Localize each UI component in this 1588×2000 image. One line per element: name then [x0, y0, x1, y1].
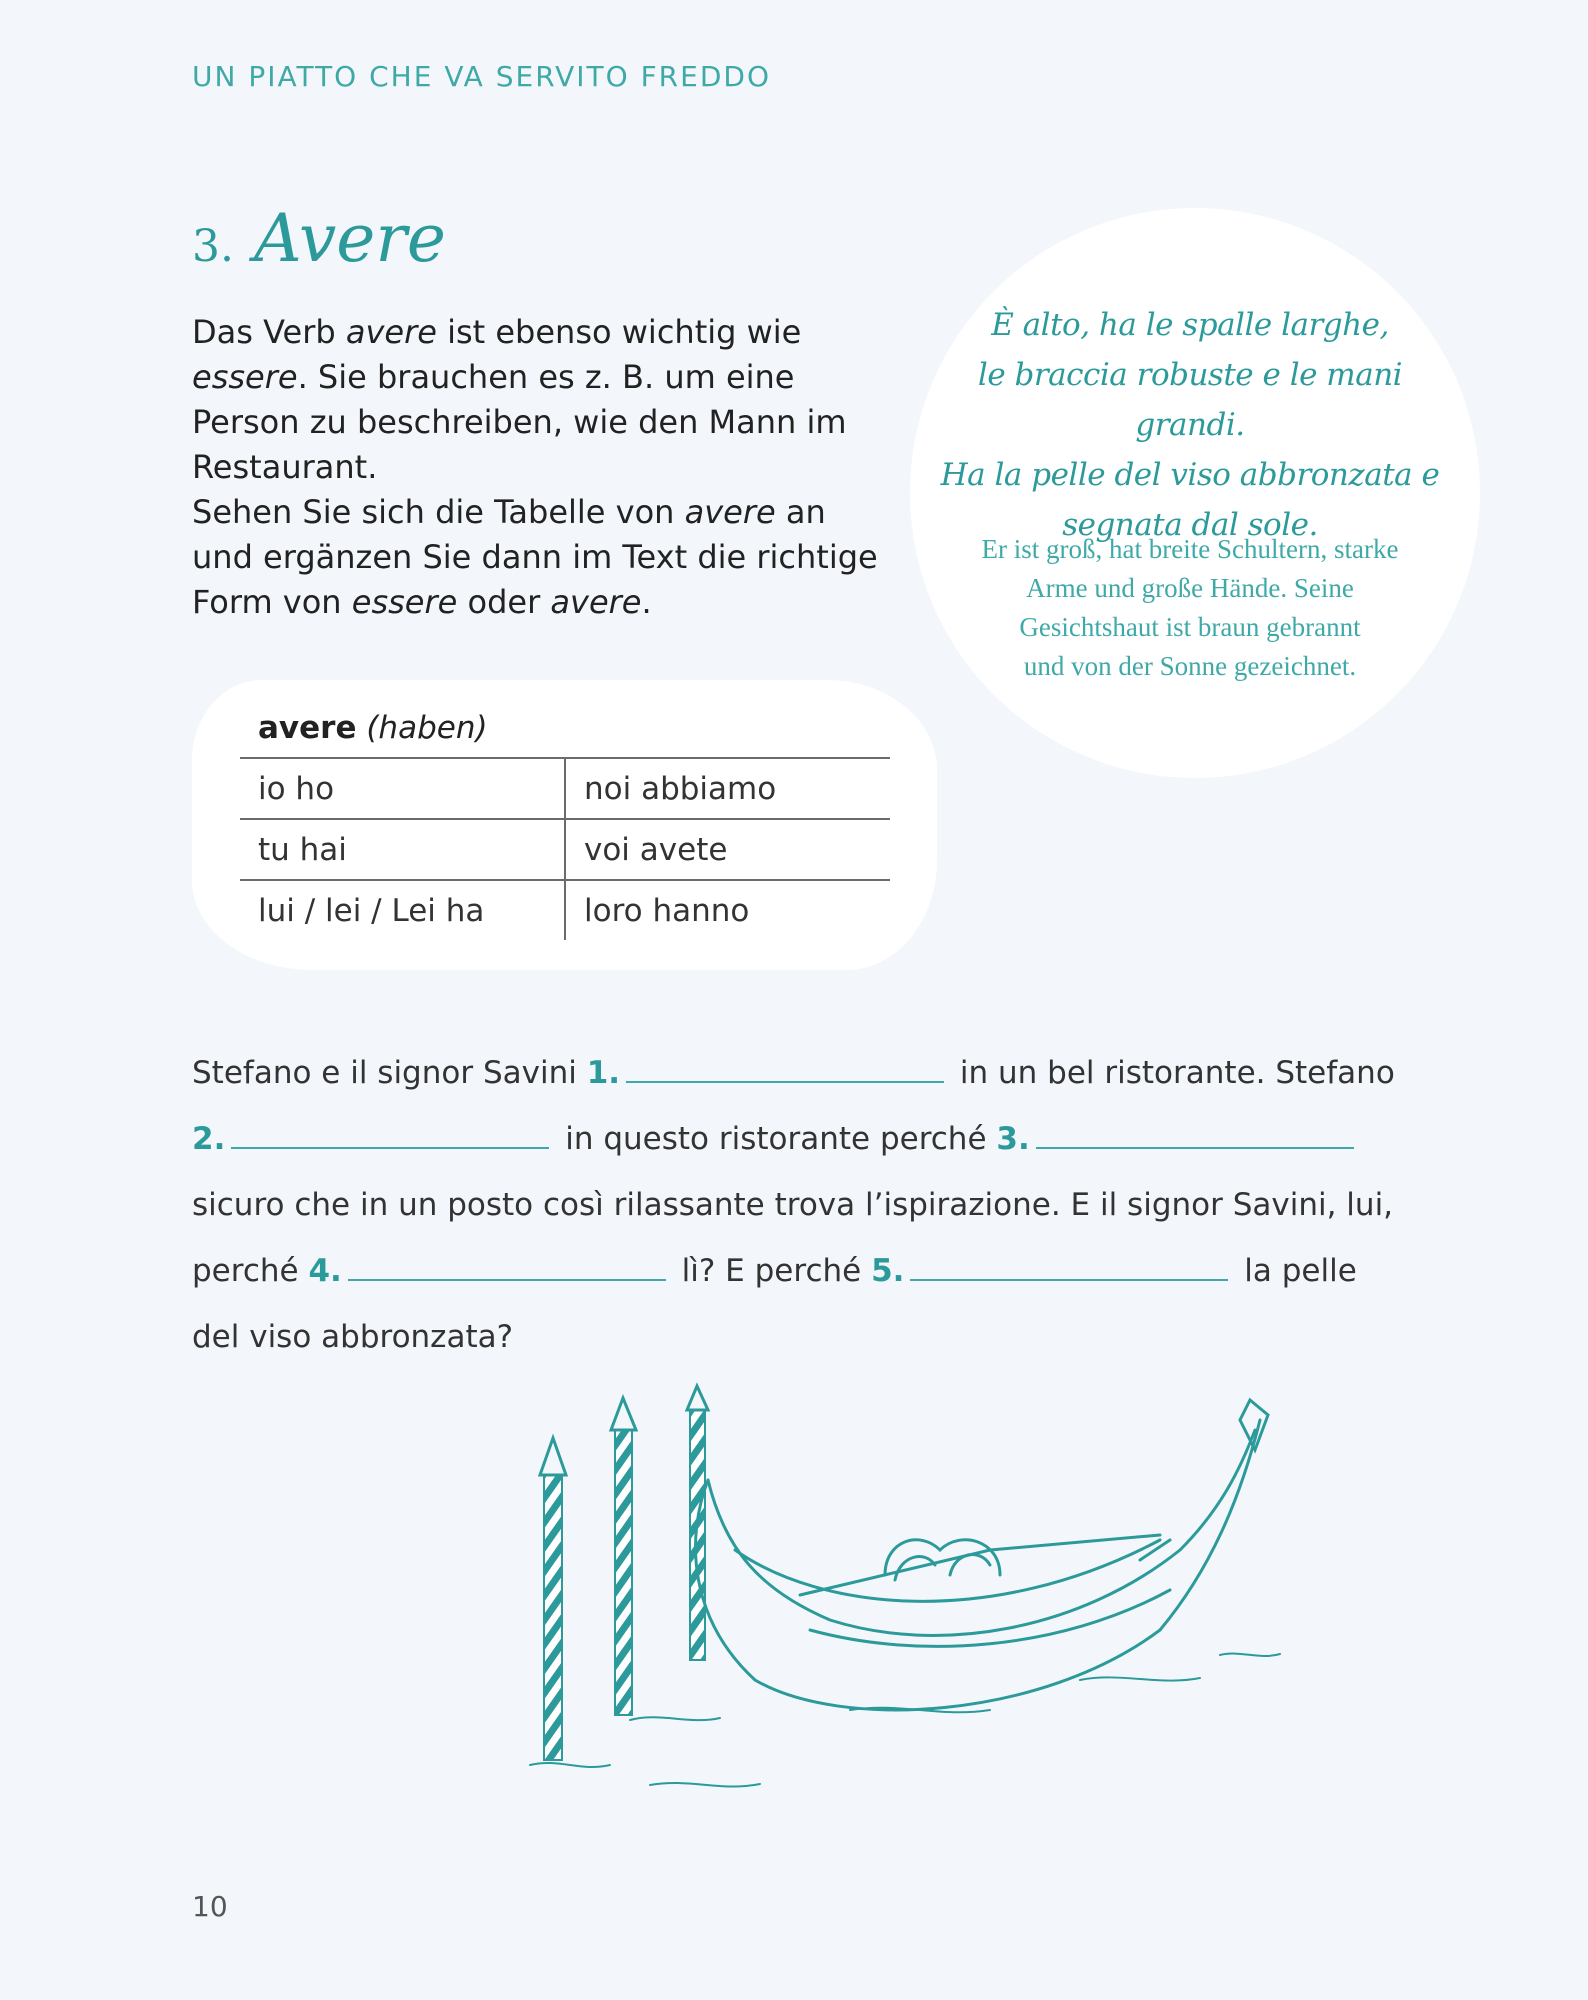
text-run: Stefano e il signor Savini: [192, 1055, 587, 1091]
quote-german: [940, 530, 1440, 686]
mooring-pole-left: [540, 1438, 566, 1760]
blank-number: 3.: [996, 1121, 1030, 1157]
text-run: .: [641, 583, 652, 621]
table-cell: tu hai: [240, 819, 565, 880]
water-lines: [530, 1654, 1280, 1787]
table-row: [240, 758, 890, 819]
exercise-line: del viso abbronzata?: [192, 1319, 514, 1355]
blank-4[interactable]: [348, 1249, 666, 1281]
quote-german-line: und von der Sonne gezeichnet.: [1023, 651, 1357, 681]
blank-3[interactable]: [1036, 1117, 1354, 1149]
page-number: 10: [192, 1890, 228, 1923]
fill-in-exercise: [192, 1040, 1395, 1370]
text-run: Das Verb: [192, 313, 346, 351]
blank-number: 5.: [871, 1253, 905, 1289]
intro-paragraph-2: [192, 490, 892, 625]
blank-5[interactable]: [910, 1249, 1228, 1281]
text-run: Sehen Sie sich die Tabelle von: [192, 493, 685, 531]
text-run: . Sie brauchen es z. B. um eine Person zu beschreiben, wie den Mann im Restaurant.: [192, 358, 847, 486]
blank-2[interactable]: [231, 1117, 549, 1149]
quote-italian-line: Ha la pelle del viso abbronzata e: [940, 457, 1440, 493]
table-cell: io ho: [240, 758, 565, 819]
quote-italian: [930, 300, 1450, 550]
section-title: [192, 200, 446, 277]
quote-german-line: Arme und große Hände. Seine: [1026, 573, 1354, 603]
quote-italian-line: segnata dal sole.: [1062, 507, 1318, 543]
table-row: [240, 819, 890, 880]
exercise-line: [192, 1040, 1395, 1106]
running-head: UN PIATTO CHE VA SERVITO FREDDO: [192, 60, 771, 93]
blank-number: 2.: [192, 1121, 226, 1157]
text-run: in un bel ristorante. Stefano: [950, 1055, 1395, 1091]
exercise-line: sicuro che in un posto così rilassante trova l’ispirazione. E il signor Savini, lui,: [192, 1187, 1394, 1223]
text-run: ist ebenso wichtig wie: [436, 313, 802, 351]
conjugation-table: [240, 757, 890, 940]
quote-italian-line: È alto, ha le spalle larghe,: [991, 307, 1389, 343]
table-verb: avere: [258, 710, 357, 746]
table-cell: voi avete: [565, 819, 890, 880]
mooring-pole-middle: [611, 1398, 636, 1715]
intro-paragraph-1: [192, 310, 892, 490]
table-row: [240, 880, 890, 940]
text-run: oder: [457, 583, 551, 621]
gondola-illustration: [520, 1380, 1300, 1800]
blank-1[interactable]: [626, 1051, 944, 1083]
table-heading: [258, 710, 488, 746]
verb-avere: avere: [684, 493, 776, 531]
text-run: la pelle: [1234, 1253, 1357, 1289]
blank-number: 1.: [586, 1055, 621, 1091]
exercise-line: [192, 1238, 1357, 1304]
verb-essere: essere: [351, 583, 458, 621]
quote-german-line: Er ist groß, hat breite Schultern, starke: [981, 534, 1399, 564]
exercise-line: [192, 1106, 1322, 1172]
section-title-word: Avere: [253, 200, 446, 277]
quote-italian-line: le braccia robuste e le mani grandi.: [977, 357, 1403, 443]
quote-german-line: Gesichtshaut ist braun gebrannt: [1019, 612, 1361, 642]
text-run: an und ergänzen Sie dann im Text die richtige Form von: [192, 493, 878, 621]
verb-avere: avere: [345, 313, 437, 351]
section-number: 3.: [192, 221, 234, 272]
text-run: in questo ristorante perché: [555, 1121, 997, 1157]
text-run: perché: [192, 1253, 309, 1289]
table-translation: (haben): [366, 710, 488, 746]
gondola-boat: [696, 1400, 1268, 1710]
verb-avere: avere: [550, 583, 642, 621]
table-cell: noi abbiamo: [565, 758, 890, 819]
table-cell: loro hanno: [565, 880, 890, 940]
table-cell: lui / lei / Lei ha: [240, 880, 565, 940]
verb-essere: essere: [192, 358, 298, 396]
text-run: lì? E perché: [671, 1253, 872, 1289]
blank-number: 4.: [308, 1253, 342, 1289]
